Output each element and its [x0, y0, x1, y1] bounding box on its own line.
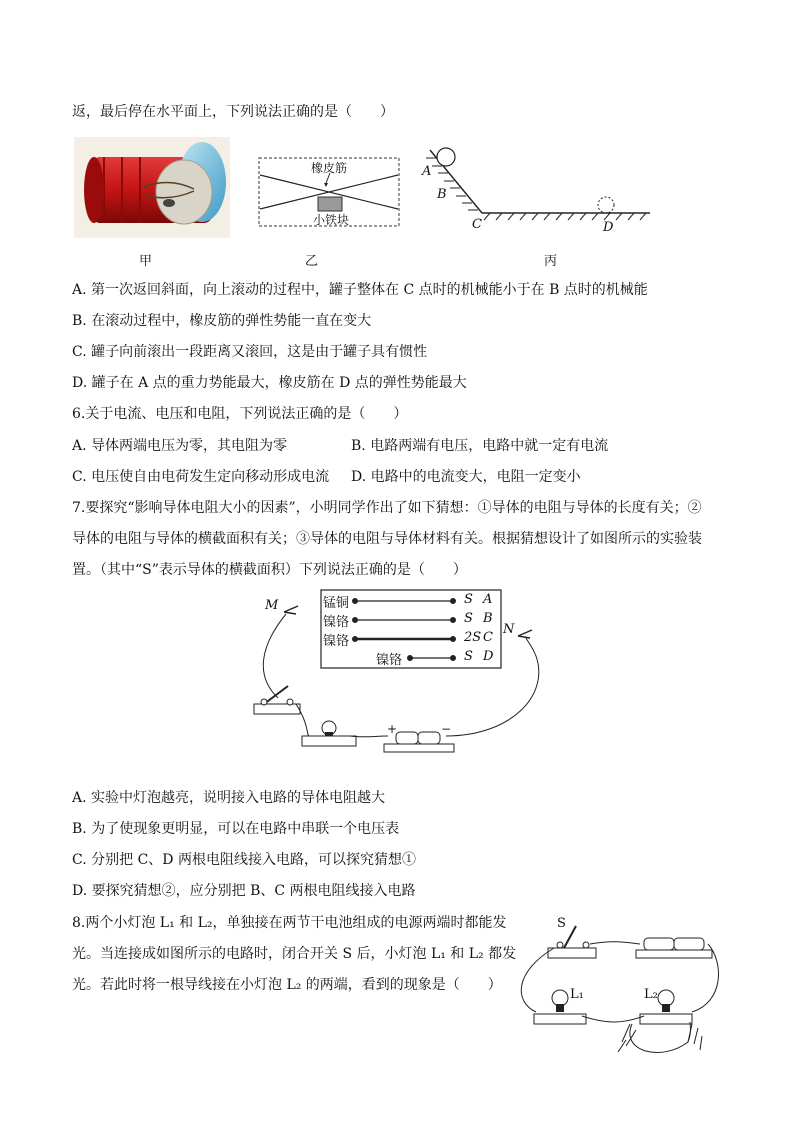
point-b-label: B	[437, 187, 447, 202]
caption-jia: 甲	[139, 254, 153, 269]
q6-stem: 6.关于电流、电压和电阻，下列说法正确的是（ ）	[72, 406, 408, 422]
battery-minus-label: −	[441, 722, 452, 736]
q5-stem-tail: 返，最后停在水平面上，下列说法正确的是（ ）	[72, 104, 394, 120]
q6-option-c: C. 电压使自由电荷发生定向移动形成电流	[72, 469, 330, 485]
wire-d-material: 镍铬	[376, 653, 403, 668]
wire-b-label: B	[483, 611, 493, 626]
figure-resistance-circuit	[250, 586, 550, 758]
clip-m-label: M	[265, 598, 279, 613]
q7-option-b: B. 为了使现象更明显，可以在电路中串联一个电压表	[72, 821, 400, 837]
figure-bing-slope	[418, 142, 652, 234]
wire-c-material: 镍铬	[323, 634, 350, 649]
wire-b-area: S	[464, 611, 473, 626]
bulb-l1-label: L₁	[570, 987, 584, 1002]
q7-stem-line-3: 置。（其中“S”表示导体的横截面积）下列说法正确的是（ ）	[72, 562, 467, 578]
q6-option-d: D. 电路中的电流变大，电阻一定变小	[351, 469, 581, 485]
wire-a-label: A	[483, 592, 493, 607]
wire-d-area: S	[464, 649, 473, 664]
caption-bing: 丙	[544, 254, 558, 269]
q8-stem-line-1: 8.两个小灯泡 L₁ 和 L₂，单独接在两节干电池组成的电源两端时都能发	[72, 915, 507, 931]
q5-option-c: C. 罐子向前滚出一段距离又滚回，这是由于罐子具有惯性	[72, 344, 428, 360]
point-c-label: C	[472, 217, 482, 232]
caption-yi: 乙	[305, 254, 319, 269]
label-iron-block: 小铁块	[313, 213, 350, 227]
wire-a-material: 锰铜	[323, 596, 350, 611]
q7-option-c: C. 分别把 C、D 两根电阻线接入电路，可以探究猜想①	[72, 852, 416, 868]
q7-stem-line-1: 7.要探究“影响导体电阻大小的因素”，小明同学作出了如下猜想：①导体的电阻与导体的长度有关；②	[72, 500, 702, 516]
wire-d-label: D	[483, 649, 494, 664]
bulb-l2-label: L₂	[644, 987, 658, 1002]
wire-c-area: 2S	[464, 630, 482, 645]
q6-option-a: A. 导体两端电压为零，其电阻为零	[72, 438, 288, 454]
q5-option-d: D. 罐子在 A 点的重力势能最大，橡皮筋在 D 点的弹性势能最大	[72, 375, 467, 391]
q8-stem-line-3: 光。若此时将一根导线接在小灯泡 L₂ 的两端，看到的现象是（ ）	[72, 977, 502, 993]
wire-c-label: C	[483, 630, 493, 645]
wire-a-area: S	[464, 592, 473, 607]
q7-option-a: A. 实验中灯泡越亮，说明接入电路的导体电阻越大	[72, 790, 386, 806]
switch-s-label: S	[557, 916, 566, 931]
figure-jia-can-photo	[74, 137, 230, 238]
point-a-label: A	[422, 164, 432, 179]
label-rubber-band: 橡皮筋	[311, 161, 348, 175]
q7-option-d: D. 要探究猜想②，应分别把 B、C 两根电阻线接入电路	[72, 883, 416, 899]
q7-stem-line-2: 导体的电阻与导体的横截面积有关；③导体的电阻与导体材料有关。根据猜想设计了如图所示的实验装	[72, 531, 702, 547]
point-d-label: D	[603, 220, 614, 235]
figure-two-bulbs-circuit	[512, 912, 724, 1072]
q6-option-b: B. 电路两端有电压，电路中就一定有电流	[351, 438, 609, 454]
q5-option-a: A. 第一次返回斜面，向上滚动的过程中，罐子整体在 C 点时的机械能小于在 B 点时的机械能	[72, 282, 648, 298]
wire-b-material: 镍铬	[323, 615, 350, 630]
clip-n-label: N	[503, 622, 515, 637]
q5-option-b: B. 在滚动过程中，橡皮筋的弹性势能一直在变大	[72, 313, 372, 329]
q8-stem-line-2: 光。当连接成如图所示的电路时，闭合开关 S 后，小灯泡 L₁ 和 L₂ 都发	[72, 946, 517, 962]
battery-plus-label: +	[387, 722, 398, 736]
